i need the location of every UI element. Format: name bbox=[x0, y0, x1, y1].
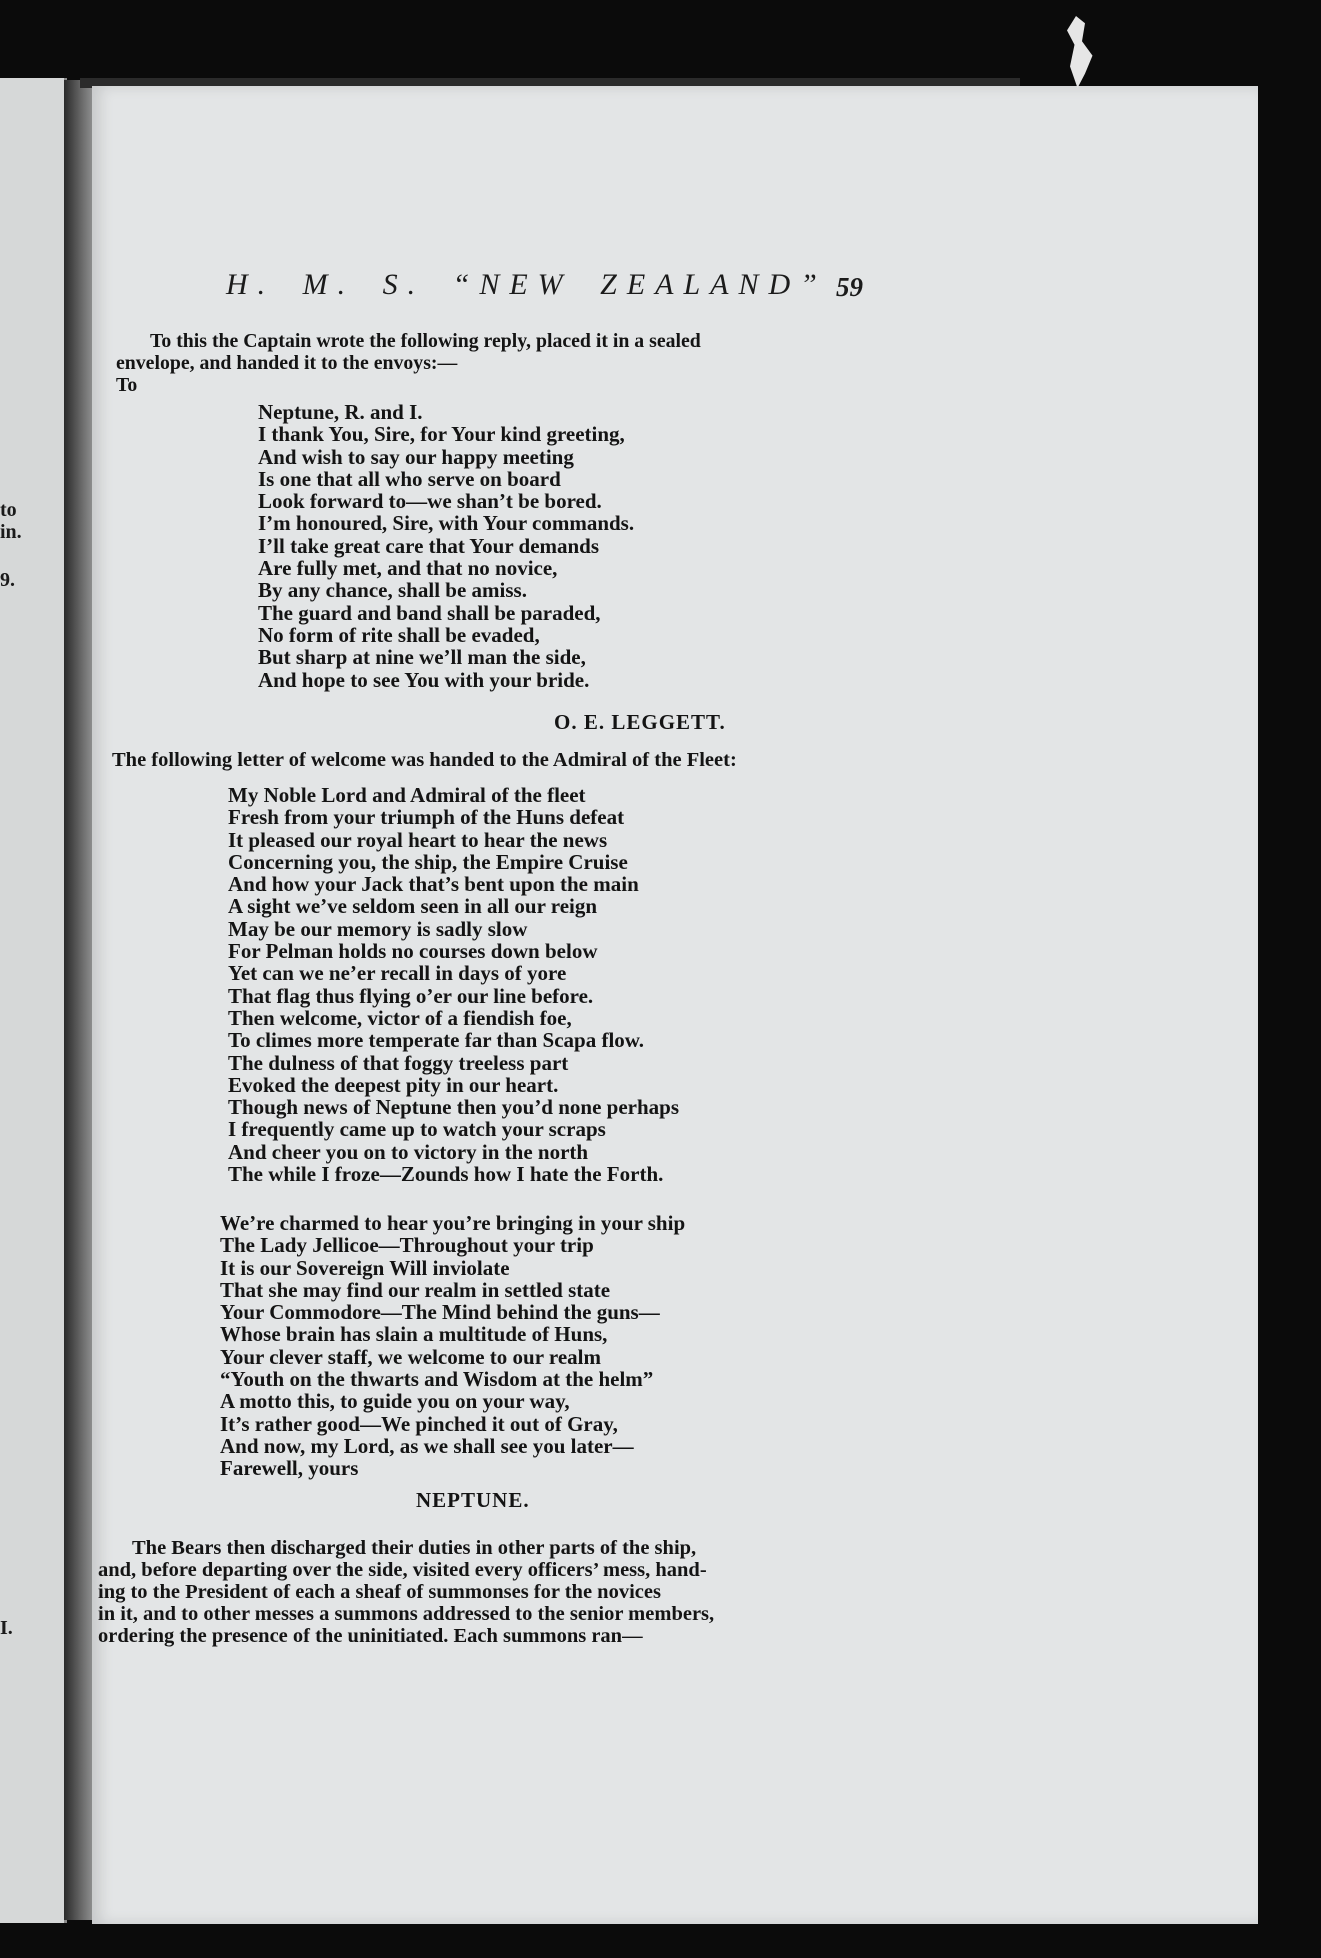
poem-line: My Noble Lord and Admiral of the fleet bbox=[228, 783, 586, 807]
previous-page-fragment: to bbox=[0, 499, 17, 521]
poem-line: May be our memory is sadly slow bbox=[228, 916, 528, 941]
poem-line: Your Commodore—The Mind behind the guns— bbox=[220, 1300, 660, 1325]
poem-line: We’re charmed to hear you’re bringing in your ship bbox=[220, 1211, 686, 1235]
paragraph-line: and, before departing over the side, visited every officers’ mess, hand- bbox=[98, 1559, 707, 1581]
previous-page-fragment: I. bbox=[0, 1617, 13, 1639]
poem-line: Concerning you, the ship, the Empire Cruise bbox=[228, 849, 628, 874]
intro-paragraph bbox=[116, 330, 701, 396]
poem-line: “Youth on the thwarts and Wisdom at the helm” bbox=[220, 1367, 654, 1392]
previous-page-fragment: 9. bbox=[0, 569, 15, 591]
poem-line: Farewell, yours bbox=[220, 1456, 359, 1481]
poem-line: A motto this, to guide you on your way, bbox=[220, 1389, 570, 1414]
poem-line: I’m honoured, Sire, with Your commands. bbox=[258, 511, 635, 536]
poem-line: The guard and band shall be paraded, bbox=[258, 600, 601, 625]
paragraph-line: ing to the President of each a sheaf of summonses for the novices bbox=[98, 1581, 661, 1603]
captain-reply-poem bbox=[258, 401, 634, 691]
poem-line: It is our Sovereign Will inviolate bbox=[220, 1255, 510, 1280]
poem-line: I thank You, Sire, for Your kind greeting, bbox=[258, 422, 625, 447]
previous-page-fragment: in. bbox=[0, 521, 22, 543]
poem-line: Are fully met, and that no novice, bbox=[258, 556, 558, 581]
poem-line: Fresh from your triumph of the Huns defeat bbox=[228, 805, 625, 830]
poem-line: Though news of Neptune then you’d none perhaps bbox=[228, 1095, 680, 1120]
poem-line: That flag thus flying o’er our line before. bbox=[228, 983, 594, 1008]
poem-line: Whose brain has slain a multitude of Huns, bbox=[220, 1322, 608, 1347]
paragraph-line: The Bears then discharged their duties in other parts of the ship, bbox=[132, 1537, 697, 1559]
closing-paragraph bbox=[98, 1537, 714, 1647]
neptune-signature: NEPTUNE. bbox=[416, 1488, 530, 1512]
paragraph-line: To this the Captain wrote the following reply, placed it in a sealed bbox=[150, 330, 701, 352]
paper-scrap bbox=[1064, 16, 1094, 88]
paragraph-line: To bbox=[116, 374, 138, 396]
poem-line: No form of rite shall be evaded, bbox=[258, 622, 540, 647]
poem-line: Then welcome, victor of a fiendish foe, bbox=[228, 1005, 572, 1030]
poem-line: By any chance, shall be amiss. bbox=[258, 578, 527, 603]
poem-line: A sight we’ve seldom seen in all our reign bbox=[228, 894, 598, 919]
letter-intro: The following letter of welcome was handed to the Admiral of the Fleet: bbox=[112, 749, 737, 771]
poem-line: Yet can we ne’er recall in days of yore bbox=[228, 961, 567, 986]
poem-line: And how your Jack that’s bent upon the main bbox=[228, 872, 639, 897]
poem-line: I’ll take great care that Your demands bbox=[258, 533, 600, 558]
poem-line: But sharp at nine we’ll man the side, bbox=[258, 645, 586, 670]
poem-line: Look forward to—we shan’t be bored. bbox=[258, 489, 602, 514]
poem-line: To climes more temperate far than Scapa flow. bbox=[228, 1028, 645, 1053]
poem-line: And now, my Lord, as we shall see you later— bbox=[220, 1433, 634, 1458]
poem-line: I frequently came up to watch your scraps bbox=[228, 1117, 606, 1142]
poem-line: Evoked the deepest pity in our heart. bbox=[228, 1072, 559, 1097]
poem-line: Is one that all who serve on board bbox=[258, 466, 561, 491]
paragraph-line: in it, and to other messes a summons addressed to the senior members, bbox=[98, 1603, 715, 1625]
poem-line: The while I froze—Zounds how I hate the Forth. bbox=[228, 1162, 664, 1187]
captain-signature: O. E. LEGGETT. bbox=[554, 710, 726, 734]
poem-line: For Pelman holds no courses down below bbox=[228, 939, 598, 964]
poem-line: It’s rather good—We pinched it out of Gray, bbox=[220, 1411, 618, 1436]
header-title: H. M. S. “NEW ZEALAND” bbox=[226, 268, 827, 301]
welcome-poem-part1 bbox=[228, 784, 679, 1185]
poem-line: That she may find our realm in settled state bbox=[220, 1277, 611, 1302]
poem-line: And hope to see You with your bride. bbox=[258, 667, 590, 692]
paragraph-line: envelope, and handed it to the envoys:— bbox=[116, 352, 458, 374]
running-header bbox=[226, 268, 827, 302]
paragraph-line: ordering the presence of the uninitiated. Each summons ran— bbox=[98, 1625, 643, 1647]
poem-line: It pleased our royal heart to hear the news bbox=[228, 827, 608, 852]
previous-page bbox=[0, 78, 67, 1923]
poem-line: The dulness of that foggy treeless part bbox=[228, 1050, 569, 1075]
poem-line: Neptune, R. and I. bbox=[258, 400, 423, 424]
poem-line: And cheer you on to victory in the north bbox=[228, 1139, 589, 1164]
welcome-poem-part2 bbox=[220, 1212, 685, 1480]
poem-line: And wish to say our happy meeting bbox=[258, 444, 574, 469]
poem-line: The Lady Jellicoe—Throughout your trip bbox=[220, 1233, 594, 1258]
poem-line: Your clever staff, we welcome to our realm bbox=[220, 1344, 601, 1369]
page-number: 59 bbox=[836, 272, 863, 302]
